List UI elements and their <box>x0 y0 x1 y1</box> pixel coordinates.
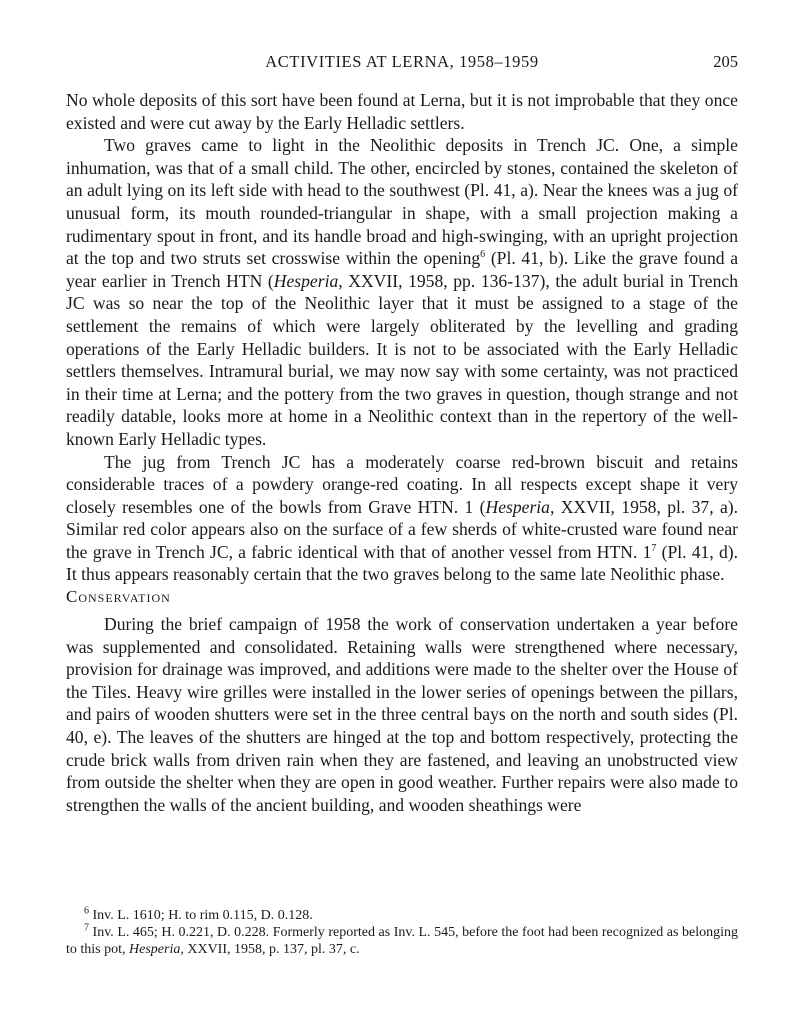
footnote-ref-6: 6 <box>480 249 486 261</box>
footnote-mark-7: 7 <box>84 922 89 934</box>
paragraph-2-text-c: XXVII, 1958, pp. 136-137), the adult burial in Trench JC was so near the top of the Neolithic layer that it must be assigned to a stage of the settlement the remains of which were largely obliterated by the levelling and grading operations of the Early Helladic builders. It is not to be associated with the Early Helladic settlers themselves. Intramural burial, we may now say with some certainty, was not practiced in their time at Lerna; and the pottery from the two graves in question, though strange and not readily datable, looks more at home in a Neolithic context than in the repertory of the well-known Early Helladic types. <box>66 270 738 449</box>
section-heading-conservation: Conservation <box>66 587 171 607</box>
body-text <box>66 89 738 816</box>
footnote-6 <box>66 907 738 924</box>
paragraph-3-text-c: (Pl. 41, d). It thus appears reasonably certain that the two graves belong to the same late Neolithic phase. <box>66 541 738 585</box>
footnotes <box>66 907 738 958</box>
footnote-7-text-a: Inv. L. 465; H. 0.221, D. 0.228. Formerly reported as Inv. L. 545, before the foot had been recognized as belonging to this pot, <box>66 925 738 957</box>
paragraph-3 <box>66 451 738 587</box>
journal-title: Hesperia, <box>485 496 555 517</box>
paragraph-3-text-b: XXVII, 1958, pl. 37, a). Similar red color appears also on the surface of a few sherds of white-crusted ware found near the grave in Trench JC, a fabric identical with that of another vessel from HTN. 1 <box>66 496 739 562</box>
footnote-ref-7: 7 <box>651 543 657 555</box>
journal-title: Hesperia, <box>129 942 184 957</box>
footnote-6-text: Inv. L. 1610; H. to rim 0.115, D. 0.128. <box>89 908 313 923</box>
paragraph-4: During the brief campaign of 1958 the work of conservation undertaken a year before was supplemented and consolidated. Retaining walls were strengthened where necessary, provision for drainage was improved, and additions were made to the shelter over the House of the Tiles. Heavy wire grilles were installed in the lower series of openings between the pillars, and pairs of wooden shutters were set in the three central bays on the north and south sides (Pl. 40, e). The leaves of the shutters are hinged at the top and bottom respectively, protecting the crude brick walls from driven rain when they are fastened, and leaving an unobstructed view from outside the shelter when they are open in good weather. Further repairs were also made to strengthen the walls of the ancient building, and wooden sheathings were <box>66 614 738 815</box>
footnote-7 <box>66 924 738 958</box>
paragraph-2-text-b: (Pl. 41, b). Like the grave found a year earlier in Trench HTN ( <box>66 248 738 291</box>
paragraph-1: No whole deposits of this sort have been found at Lerna, but it is not improbable that they once existed and were cut away by the Early Helladic settlers. <box>66 90 738 133</box>
running-header <box>66 52 738 76</box>
paragraph-2-text-a: Two graves came to light in the Neolithic deposits in Trench JC. One, a simple inhumation, was that of a small child. The other, encircled by stones, contained the skeleton of an adult lying on its left side with head to the southwest (Pl. 41, a). Near the knees was a jug of unusual form, its mouth rounded-triangular in shape, with a small projection making a rudimentary spout in front, and its handle broad and high-swinging, with an upright projection at the top and two struts set crosswise within the opening <box>66 135 738 269</box>
journal-title: Hesperia, <box>273 270 343 291</box>
page-number: 205 <box>713 52 738 71</box>
paragraph-2 <box>66 134 738 450</box>
footnote-mark-6: 6 <box>84 905 89 917</box>
paragraph-3-text-a: The jug from Trench JC has a moderately coarse red-brown biscuit and retains considerable traces of a powdery orange-red coating. In all respects except shape it very closely resembles one of the bowls from Grave HTN. 1 ( <box>66 451 738 517</box>
footnote-7-text-b: XXVII, 1958, p. 137, pl. 37, c. <box>183 942 360 957</box>
running-title: ACTIVITIES AT LERNA, 1958–1959 <box>265 52 539 71</box>
